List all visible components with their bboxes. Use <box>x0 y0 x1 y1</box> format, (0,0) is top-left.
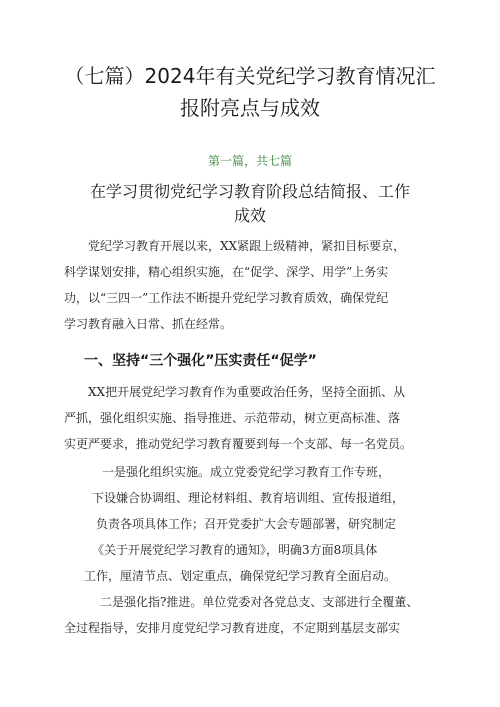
paragraph-intro <box>64 233 405 337</box>
article-title-line-2: 成效 <box>233 206 266 225</box>
paragraph-line: 《关于开展党纪学习教育的通知》，明确3方面8项具体 <box>92 543 378 557</box>
paragraph-item-1 <box>84 459 404 589</box>
paragraph-line: XX把开展党纪学习教育作为重要政治任务，坚持全面抓、从 <box>88 385 406 399</box>
paragraph-line: 下设嫌合协调组、理论材料组、教育培训组、宣传报道组， <box>92 491 405 505</box>
paragraph-line: 二是强化指?推进。单位党委对各党总支、支部进行全覆董、 <box>100 595 419 609</box>
paragraph-line: 功，以“三四一”工作法不断提升党纪学习教育质效，确保党纪 <box>64 291 389 305</box>
paragraph-line: 一是强化组织实施。成立党委党纪学习教育工作专班， <box>102 465 391 479</box>
paragraph-section1 <box>64 379 412 457</box>
paragraph-line: 科学谋划安排，精心组织实施，在“促学、深学、用学”上务实 <box>64 265 389 279</box>
paragraph-line: 实更严要求，推动党纪学习教育覆要到每一个支部、每一名党员。 <box>64 437 413 451</box>
paragraph-line: 党纪学习教育开展以来，XX紧跟上级精神，紧扣目标要京， <box>88 239 406 253</box>
section-subtitle: 第一篇，共七篇 <box>207 154 292 168</box>
paragraph-line: 全过程指导，安排月度党纪学习教育进度，不定期到基层支部实 <box>64 621 401 635</box>
paragraph-line: 严抓，强化组织实施、指导推进、示范带动，树立更高标准、落 <box>64 411 401 425</box>
document-title-line-1: （七篇）2024年有关党纪学习教育情况汇 <box>64 64 436 88</box>
paragraph-line: 负责各项具体工作；召开党委扩大会专题部署，研究制定 <box>96 517 397 531</box>
paragraph-line: 工作，厘清节点、划定重点，确保党纪学习教育全面启动。 <box>84 569 397 583</box>
document-title-line-2: 报附亮点与成效 <box>180 96 320 120</box>
section-heading-1: 一、坚持“三个强化”压实责任“促学” <box>84 353 317 369</box>
article-title-line-1: 在学习贯彻党纪学习教育阶段总结简报、工作 <box>89 182 410 201</box>
paragraph-item-2 <box>64 589 418 641</box>
paragraph-line: 学习教育融入日常、抓在经常。 <box>64 317 233 331</box>
